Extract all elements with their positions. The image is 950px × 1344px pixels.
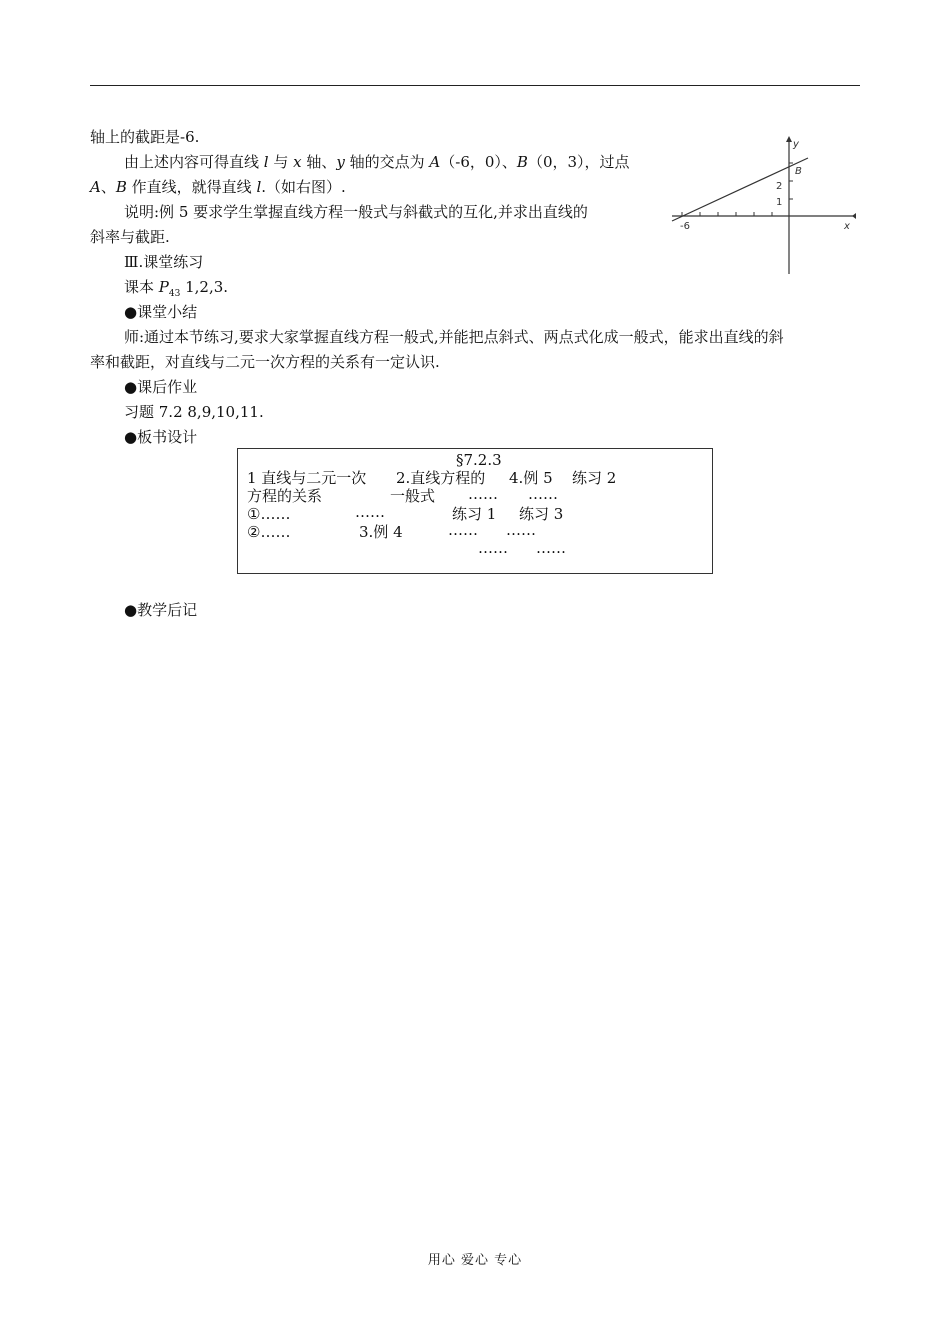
text-span: 课本	[124, 278, 159, 296]
text-line-summary-cont: 率和截距，对直线与二元一次方程的关系有一定认识.	[90, 353, 440, 371]
y-tick-label: 2	[776, 181, 783, 192]
x-axis-arrow-icon	[852, 213, 856, 219]
board-ellipsis: ……	[478, 539, 508, 557]
var-P: P	[158, 278, 169, 296]
board-item-3: 3.例 4	[359, 523, 403, 541]
board-ellipsis: ……	[506, 521, 536, 539]
footer-motto: 用心 爱心 专心	[427, 1253, 523, 1268]
text-span: （-6，0）、	[440, 153, 517, 171]
text-span: 与	[268, 153, 294, 171]
text-span: 作直线，就得直线	[126, 178, 257, 196]
var-l: l	[263, 153, 269, 171]
board-item-2: 2.直线方程的	[396, 469, 486, 487]
line-l	[672, 158, 808, 221]
text-line-summary: 师:通过本节练习,要求大家掌握直线方程一般式,并能把点斜式、两点式化成一般式，能求出直线的斜	[124, 328, 784, 346]
line-graph-figure	[668, 132, 860, 278]
point-b-label: B	[795, 166, 802, 177]
text-span: 1,2,3.	[180, 278, 229, 296]
x-axis-label: x	[844, 221, 850, 232]
subscript: 43	[168, 289, 181, 299]
y-axis-arrow-icon	[786, 136, 792, 142]
var-A: A	[429, 153, 441, 171]
section-classroom-practice: Ⅲ.课堂练习	[124, 253, 204, 271]
text-line-textbook	[124, 278, 228, 303]
board-item-4: 4.例 5	[509, 469, 553, 487]
var-y: y	[336, 153, 345, 171]
board-practice-2: 练习 2	[572, 469, 617, 487]
text-span: 由上述内容可得直线	[124, 153, 264, 171]
board-item-1: 1 直线与二元一次	[247, 469, 367, 487]
board-title: §7.2.3	[456, 451, 502, 469]
var-l: l	[256, 178, 262, 196]
y-axis-label: y	[793, 139, 799, 150]
text-span: 轴的交点为	[344, 153, 430, 171]
text-span: .（如右图）.	[261, 178, 346, 196]
board-ellipsis: ……	[536, 539, 566, 557]
text-line-intersection	[124, 153, 630, 171]
board-design-box	[237, 448, 713, 574]
board-ellipsis: ……	[468, 485, 498, 503]
board-practice-1: 练习 1	[452, 505, 497, 523]
section-summary: ●课堂小结	[124, 303, 198, 321]
board-ellipsis: ……	[448, 521, 478, 539]
y-tick-label: 1	[776, 197, 783, 208]
header-rule	[90, 85, 860, 86]
var-B: B	[115, 178, 127, 196]
text-line-note: 说明:例 5 要求学生掌握直线方程一般式与斜截式的互化,并求出直线的	[124, 203, 588, 221]
text-span: 轴、	[301, 153, 337, 171]
text-span: 、	[100, 178, 116, 196]
text-line-intercept: 轴上的截距是-6.	[90, 128, 200, 146]
text-span: （0，3），过点	[527, 153, 630, 171]
section-homework: ●课后作业	[124, 378, 198, 396]
var-A: A	[90, 178, 101, 196]
board-sub-1: ①……	[247, 505, 291, 523]
var-x: x	[293, 153, 302, 171]
board-item-2-cont: 一般式	[390, 487, 436, 505]
var-B: B	[516, 153, 528, 171]
board-item-1-cont: 方程的关系	[247, 487, 323, 505]
section-board-design: ●板书设计	[124, 428, 198, 446]
board-practice-3: 练习 3	[519, 505, 564, 523]
section-teaching-notes: ●教学后记	[124, 601, 198, 619]
x-tick-label: -6	[680, 221, 690, 232]
board-ellipsis: ……	[355, 503, 385, 521]
text-line-draw-line	[90, 178, 346, 196]
text-line-note-cont: 斜率与截距.	[90, 228, 170, 246]
text-line-homework: 习题 7.2 8,9,10,11.	[124, 403, 264, 421]
board-sub-2: ②……	[247, 523, 291, 541]
board-ellipsis: ……	[528, 485, 558, 503]
